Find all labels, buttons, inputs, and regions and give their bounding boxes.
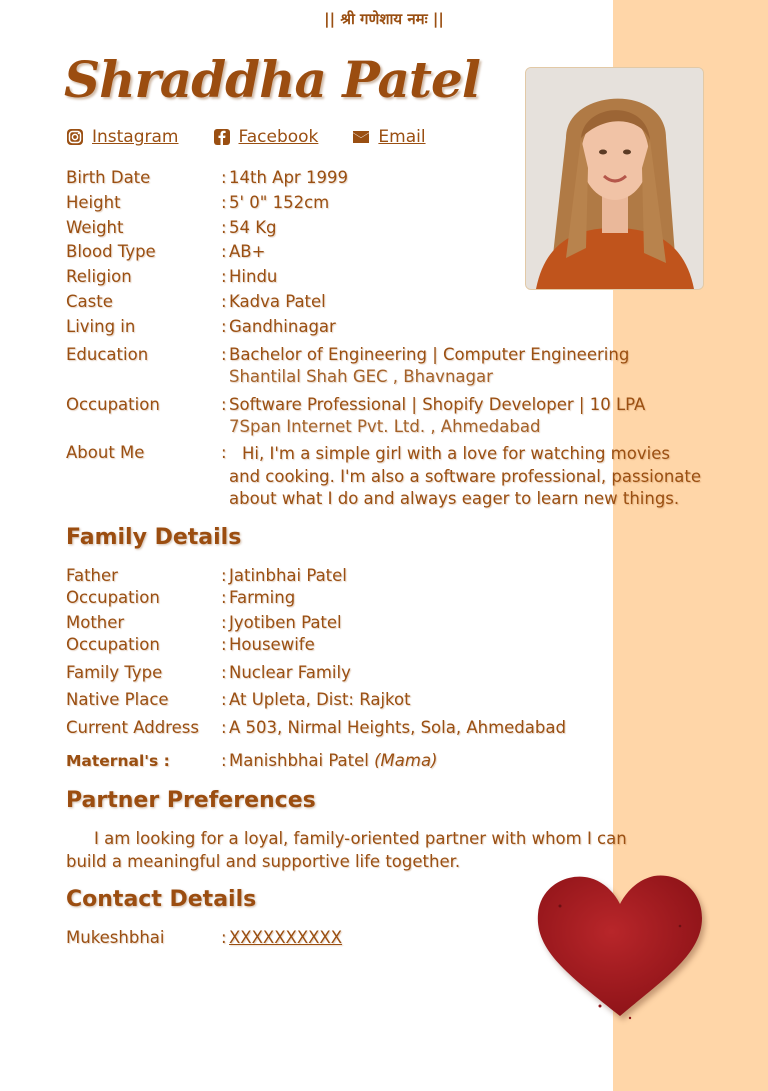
detail-label: Weight <box>66 218 124 237</box>
contact-name: Mukeshbhai <box>66 928 165 947</box>
detail-label: Occupation <box>66 588 160 607</box>
email-link[interactable] <box>352 127 425 147</box>
detail-value: Hindu <box>229 267 278 286</box>
colon: : <box>221 443 227 462</box>
colon: : <box>221 566 227 585</box>
detail-value: Software Professional | Shopify Developer | 10 LPA <box>229 395 646 414</box>
heart-image <box>530 866 710 1026</box>
detail-label: Maternal's : <box>66 752 170 770</box>
contact-phone-link[interactable]: XXXXXXXXXX <box>229 928 343 947</box>
detail-label: Occupation <box>66 395 160 414</box>
detail-value: 54 Kg <box>229 218 277 237</box>
colon: : <box>221 218 227 237</box>
colon: : <box>221 613 227 632</box>
about-text: Hi, I'm a simple girl with a love for watching movies and cooking. I'm also a software professional, passionate about what I do and always eager to learn new things. <box>229 444 702 508</box>
detail-value: 14th Apr 1999 <box>229 168 348 187</box>
partner-heading: Partner Preferences <box>66 788 316 813</box>
colon: : <box>221 193 227 212</box>
colon: : <box>221 663 227 682</box>
facebook-label: Facebook <box>238 127 319 147</box>
contact-heading: Contact Details <box>66 887 257 912</box>
instagram-label: Instagram <box>92 127 179 147</box>
colon: : <box>221 928 227 947</box>
colon: : <box>221 267 227 286</box>
colon: : <box>221 242 227 261</box>
detail-subvalue: 7Span Internet Pvt. Ltd. , Ahmedabad <box>229 417 541 436</box>
colon: : <box>221 292 227 311</box>
social-links <box>66 127 426 147</box>
detail-value: Nuclear Family <box>229 663 351 682</box>
detail-value: At Upleta, Dist: Rajkot <box>229 690 411 709</box>
detail-label: Caste <box>66 292 113 311</box>
facebook-icon <box>213 128 231 146</box>
detail-value: Jatinbhai Patel <box>229 566 347 585</box>
profile-photo-illustration <box>526 68 703 289</box>
profile-photo <box>525 67 704 290</box>
detail-label: Family Type <box>66 663 163 682</box>
detail-label: Native Place <box>66 690 169 709</box>
detail-label: Mother <box>66 613 125 632</box>
detail-value <box>229 751 438 771</box>
detail-value: Bachelor of Engineering | Computer Engineering <box>229 345 630 364</box>
email-label: Email <box>378 127 426 147</box>
instagram-link[interactable] <box>66 127 179 147</box>
detail-label: Religion <box>66 267 132 286</box>
detail-label: Living in <box>66 317 136 336</box>
colon: : <box>221 635 227 654</box>
colon: : <box>221 751 227 770</box>
detail-value: Housewife <box>229 635 315 654</box>
detail-value: 5' 0" 152cm <box>229 193 330 212</box>
detail-label: Birth Date <box>66 168 151 187</box>
colon: : <box>221 345 227 364</box>
detail-label: Occupation <box>66 635 160 654</box>
profile-name: Shraddha Patel <box>64 50 480 109</box>
detail-label: Education <box>66 345 149 364</box>
detail-label: Height <box>66 193 121 212</box>
family-heading: Family Details <box>66 525 242 550</box>
colon: : <box>221 395 227 414</box>
detail-value: Kadva Patel <box>229 292 326 311</box>
partner-text: I am looking for a loyal, family-oriented partner with whom I can build a meaningful and supportive life together. <box>66 829 627 871</box>
colon: : <box>221 168 227 187</box>
email-icon <box>352 128 370 146</box>
detail-value: Farming <box>229 588 296 607</box>
detail-subvalue: Shantilal Shah GEC , Bhavnagar <box>229 367 493 386</box>
detail-value: AB+ <box>229 242 266 261</box>
invocation-text: || श्री गणेशाय नमः || <box>324 10 444 28</box>
colon: : <box>221 588 227 607</box>
colon: : <box>221 690 227 709</box>
colon: : <box>221 718 227 737</box>
detail-label: About Me <box>66 443 145 462</box>
facebook-link[interactable] <box>213 127 319 147</box>
maternal-relation: (Mama) <box>374 751 438 770</box>
detail-value: Jyotiben Patel <box>229 613 342 632</box>
detail-value: Gandhinagar <box>229 317 336 336</box>
colon: : <box>221 317 227 336</box>
detail-label: Current Address <box>66 718 199 737</box>
maternal-name: Manishbhai Patel <box>229 751 369 770</box>
detail-label: Blood Type <box>66 242 156 261</box>
detail-label: Father <box>66 566 118 585</box>
instagram-icon <box>66 128 84 146</box>
detail-value: A 503, Nirmal Heights, Sola, Ahmedabad <box>229 718 566 737</box>
